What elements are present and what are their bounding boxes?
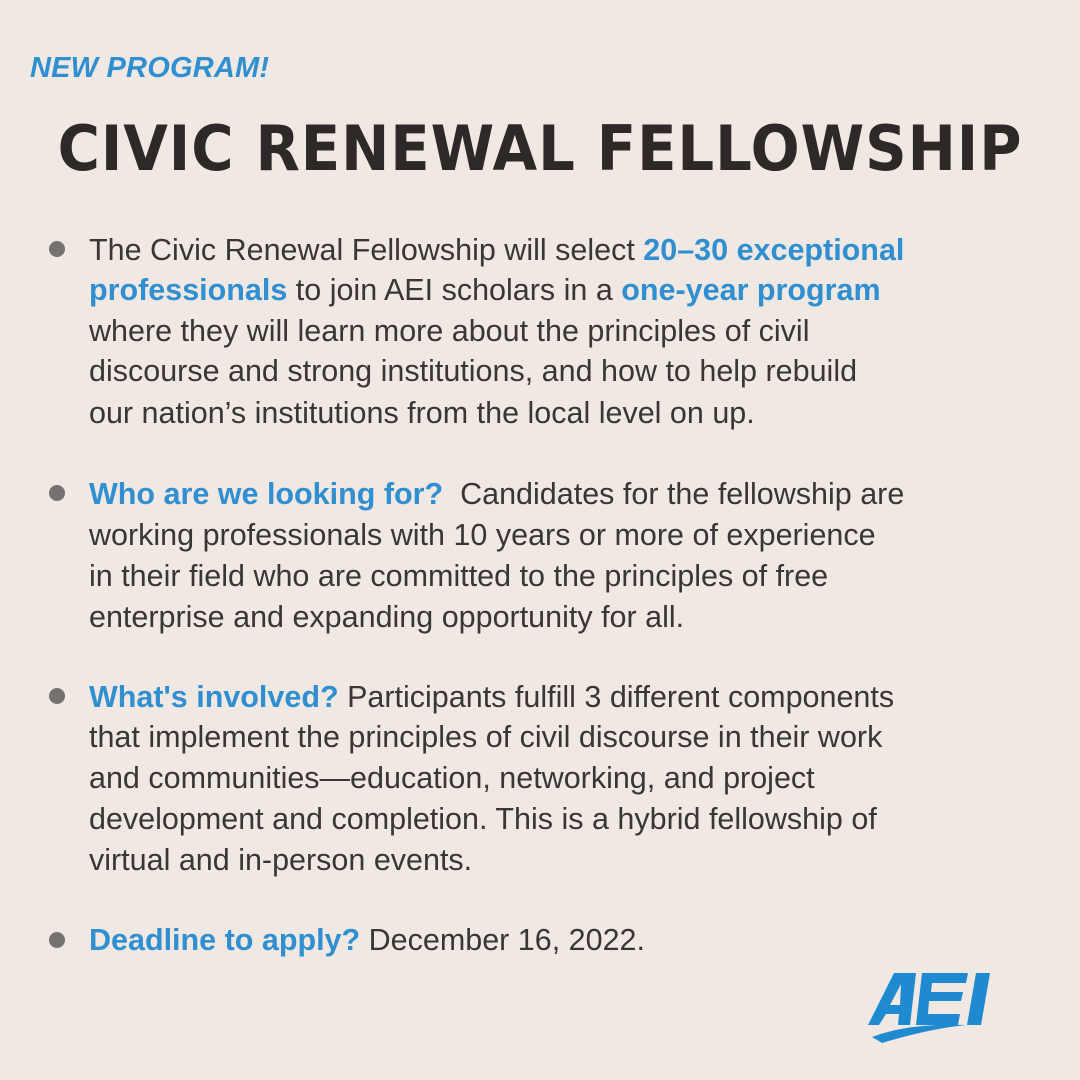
logo-letter-i [967, 973, 990, 1025]
bullet-line: in their field who are committed to the principles of free [89, 559, 829, 593]
bullet-line: development and completion. This is a hybrid fellowship of [89, 802, 877, 836]
bullet-line: enterprise and expanding opportunity for all. [89, 600, 685, 634]
bullet-dot [49, 241, 65, 257]
bullet-line: virtual and in-person events. [89, 843, 473, 877]
logo-letter-e [916, 973, 968, 1025]
bullet-line: The Civic Renewal Fellowship will select 20–30 exceptional [89, 233, 905, 267]
bullet-line: that implement the principles of civil discourse in their work [89, 720, 883, 754]
bullet-dot [49, 688, 65, 704]
bullet-line: discourse and strong institutions, and how to help rebuild [89, 354, 858, 388]
bullet-line: working professionals with 10 years or more of experience [89, 518, 876, 552]
logo-letter-a [868, 973, 916, 1025]
kicker-label: NEW PROGRAM! [30, 52, 270, 84]
bullet-dot [49, 932, 65, 948]
page-title: CIVIC RENEWAL FELLOWSHIP [57, 112, 1023, 185]
bullet-line: our nation’s institutions from the local level on up. [89, 396, 755, 430]
bullet-line: professionals to join AEI scholars in a one-year program [89, 273, 881, 307]
bullet-line: where they will learn more about the principles of civil [89, 314, 810, 348]
bullet-line: Who are we looking for? Candidates for the fellowship are [89, 477, 905, 511]
bullet-line: and communities—education, networking, and project [89, 761, 815, 795]
aei-logo-icon [868, 965, 1016, 1045]
bullet-dot [49, 485, 65, 501]
bullet-line: Deadline to apply? December 16, 2022. [89, 923, 645, 957]
bullet-line: What's involved? Participants fulfill 3 different components [89, 680, 895, 714]
